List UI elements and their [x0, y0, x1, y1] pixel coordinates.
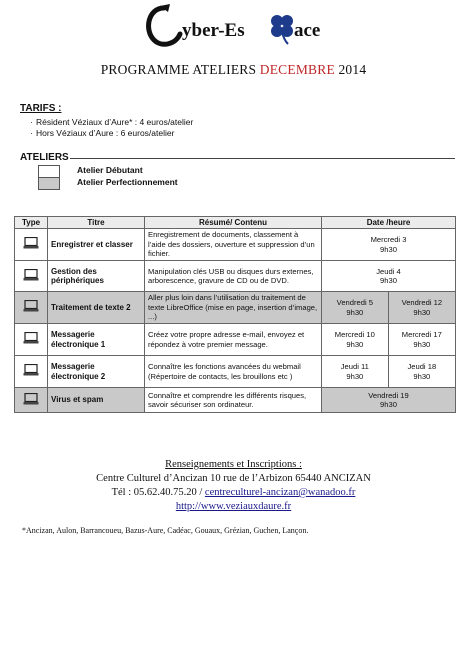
logo-text-left: yber-Es [182, 20, 245, 41]
computer-icon [15, 388, 48, 413]
row-content: Connaître et comprendre les différents risques, savoir sécuriser son ordinateur. [145, 388, 322, 413]
row-date: Mercredi 17 9h30 [388, 324, 455, 356]
computer-icon [15, 229, 48, 261]
header-resume: Résumé/ Contenu [145, 217, 322, 229]
tarifs-heading: TARIFS : [20, 103, 62, 114]
table-row [15, 356, 456, 388]
footnote: *Ancizan, Aulon, Barrancoueu, Bazus-Aure, Cadéac, Gouaux, Grézian, Guchen, Lançon. [22, 526, 309, 535]
row-date: Jeudi 18 9h30 [388, 356, 455, 388]
row-title: Virus et spam [48, 388, 145, 413]
header-date: Date /heure [322, 217, 456, 229]
programme-table [14, 216, 456, 413]
table-header-row [15, 217, 456, 229]
legend-label-perfectionnement: Atelier Perfectionnement [77, 177, 178, 187]
row-date: Mercredi 3 9h30 [322, 229, 456, 261]
contact-phone: Tél : 05.62.40.75.20 / [111, 487, 205, 498]
tarif-non-resident: Hors Véziaux d’Aure : 6 euros/atelier [36, 128, 175, 138]
ateliers-divider [70, 158, 455, 159]
title-month: DECEMBRE [259, 62, 335, 77]
table-row [15, 324, 456, 356]
table-row [15, 292, 456, 324]
page-title [0, 62, 467, 78]
legend-label-debutant: Atelier Débutant [77, 165, 143, 175]
contact-website-line [0, 500, 467, 514]
computer-icon [15, 324, 48, 356]
header-type: Type [15, 217, 48, 229]
email-link[interactable]: centreculturel-ancizan@wanadoo.fr [204, 487, 356, 498]
title-main: PROGRAMME ATELIERS [100, 62, 257, 77]
tarif-item: · Résident Véziaux d’Aure* : 4 euros/atelier [30, 117, 194, 127]
row-date: Mercredi 10 9h30 [322, 324, 389, 356]
contact-phone-line [0, 486, 467, 500]
legend-swatch-perfectionnement [38, 177, 60, 190]
row-title: Traitement de texte 2 [48, 292, 145, 324]
row-title: Gestion des périphériques [48, 261, 145, 292]
row-content: Connaître les fonctions avancées du webmail (Répertoire de contacts, les brouillons etc ) [145, 356, 322, 388]
row-content: Manipulation clés USB ou disques durs externes, arborescence, gravure de CD ou de DVD. [145, 261, 322, 292]
row-content: Créez votre propre adresse e-mail, envoyez et répondez à votre premier message. [145, 324, 322, 356]
row-date: Vendredi 12 9h30 [388, 292, 455, 324]
row-date: Vendredi 5 9h30 [322, 292, 389, 324]
row-date: Jeudi 11 9h30 [322, 356, 389, 388]
table-row [15, 388, 456, 413]
row-content: Aller plus loin dans l’utilisation du traitement de texte LibreOffice (mise en page, insertion d’image, ...) [145, 292, 322, 324]
contact-address: Centre Culturel d’Ancizan 10 rue de l’Arbizon 65440 ANCIZAN [96, 473, 371, 484]
contact-heading: Renseignements et Inscriptions : [165, 459, 302, 470]
title-year: 2014 [338, 62, 367, 77]
tarif-item: · Hors Véziaux d’Aure : 6 euros/atelier [30, 128, 175, 138]
table-row [15, 261, 456, 292]
computer-icon [15, 261, 48, 292]
row-title: Messagerie électronique 1 [48, 324, 145, 356]
cyber-espace-logo [140, 2, 340, 52]
header-titre: Titre [48, 217, 145, 229]
table-row [15, 229, 456, 261]
website-link[interactable]: http://www.veziauxdaure.fr [175, 501, 292, 512]
row-date: Jeudi 4 9h30 [322, 261, 456, 292]
ateliers-heading: ATELIERS [20, 152, 69, 163]
row-date: Vendredi 19 9h30 [322, 388, 456, 413]
row-title: Messagerie électronique 2 [48, 356, 145, 388]
row-content: Enregistrement de documents, classement à l’aide des dossiers, ouverture et suppression d’un fichier. [145, 229, 322, 261]
computer-icon [15, 292, 48, 324]
clover-icon [271, 15, 293, 44]
tarif-resident: Résident Véziaux d’Aure* : 4 euros/atelier [36, 117, 194, 127]
computer-icon [15, 356, 48, 388]
logo-text-right: ace [294, 20, 321, 41]
row-title: Enregistrer et classer [48, 229, 145, 261]
